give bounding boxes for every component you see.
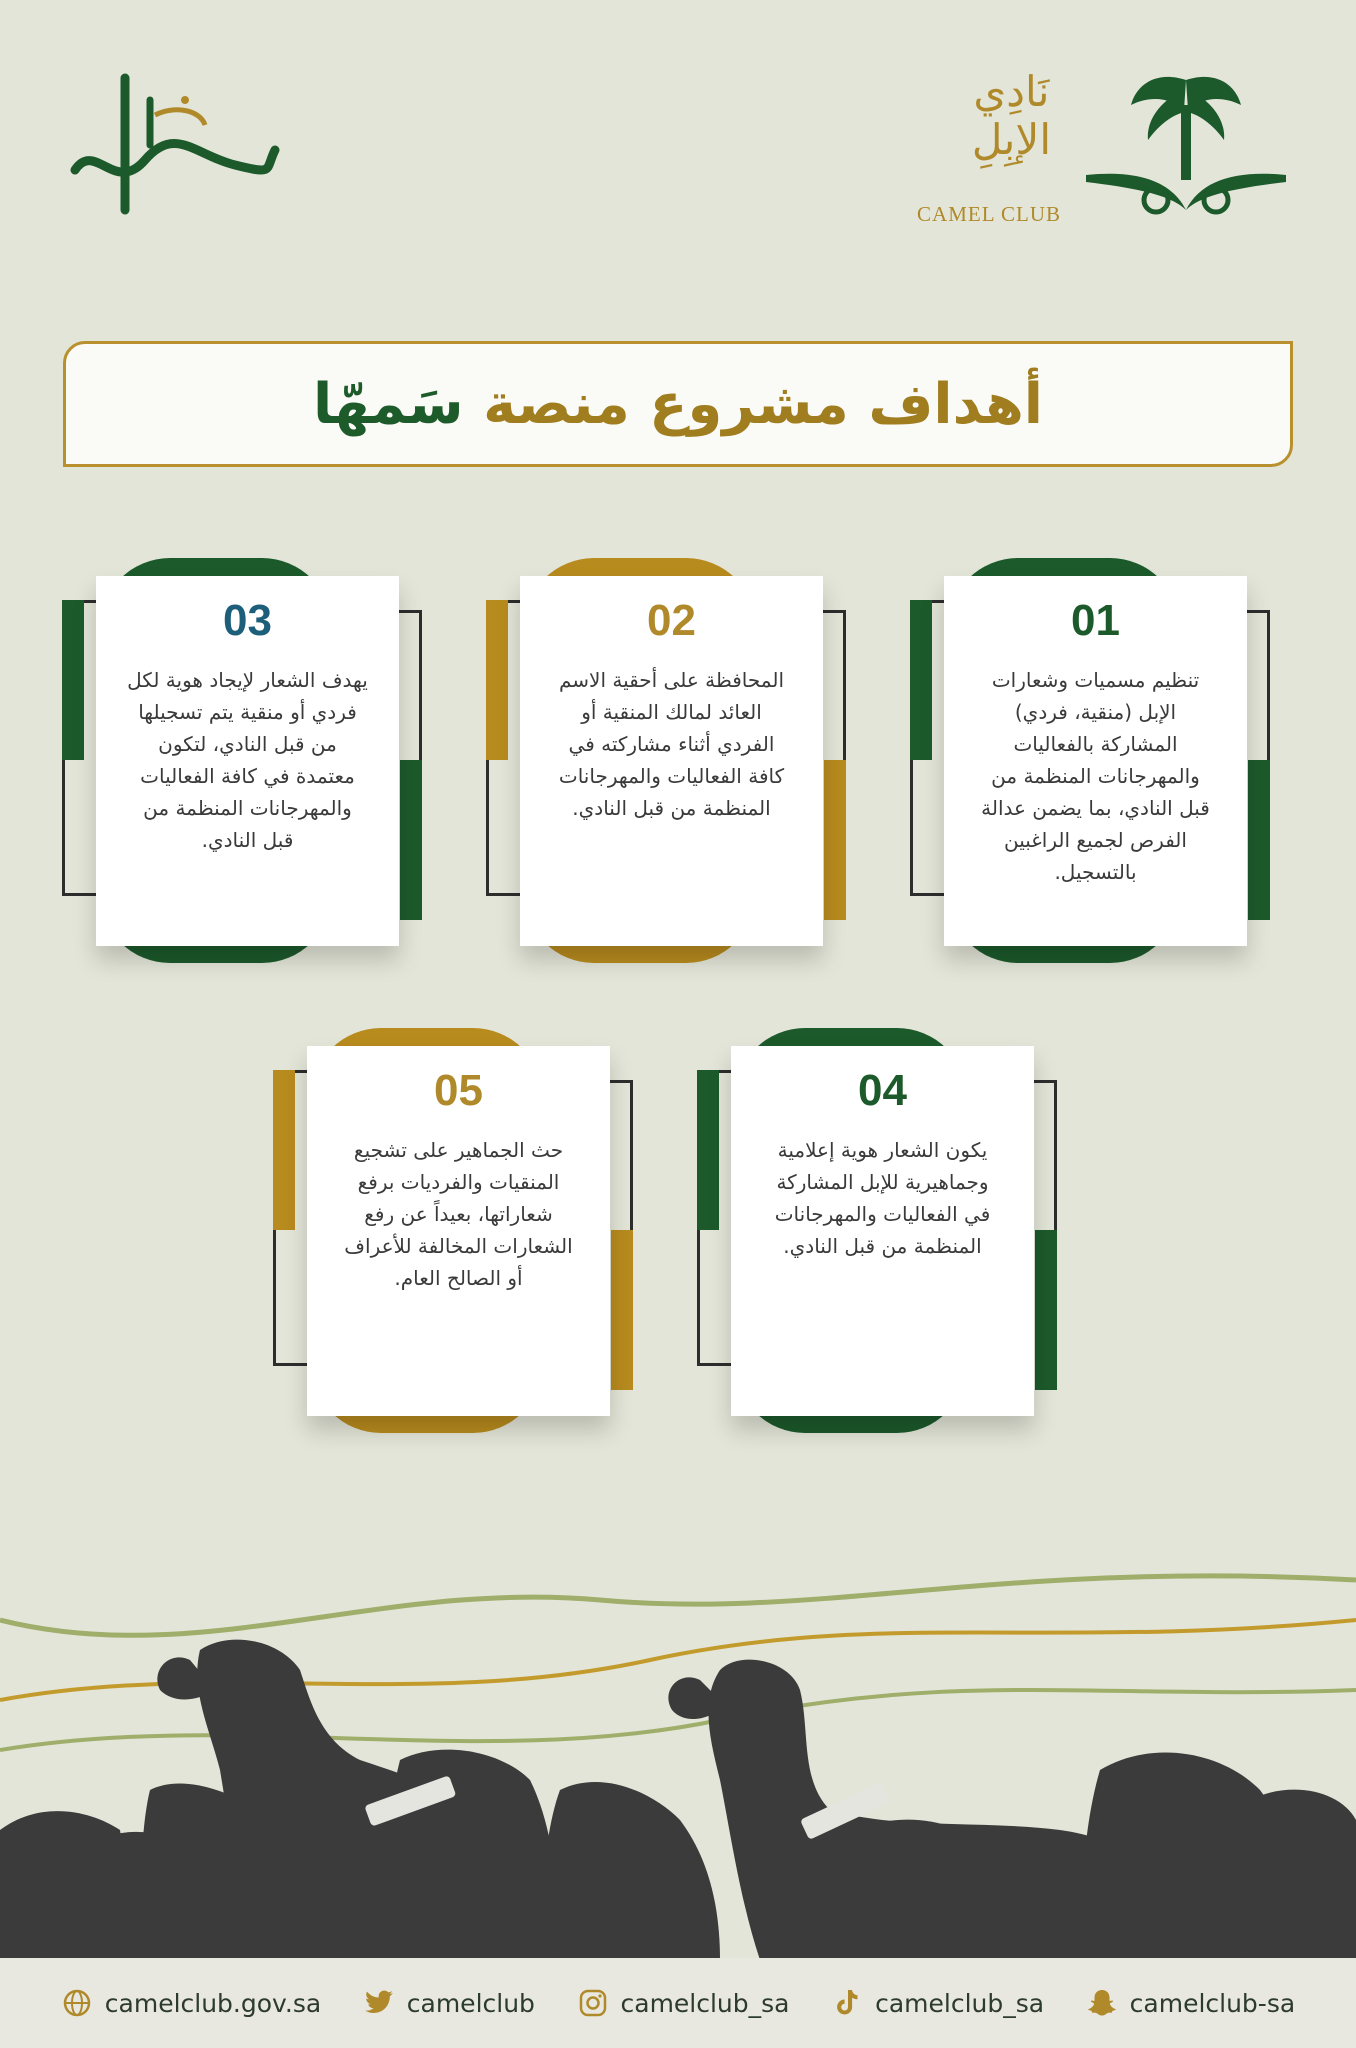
tiktok-icon [831,1987,863,2019]
camel-herd-image [0,1500,1356,1960]
globe-icon [61,1987,93,2019]
club-name-en: CAMEL CLUB [917,202,1061,226]
goal-number: 03 [223,596,272,645]
goal-text: حث الجماهير على تشجيع المنقيات والفرديات برفع شعاراتها، بعيداً عن رفع الشعارات المخالفة للأعراف أو الصالح العام. [344,1138,573,1290]
snapchat-icon [1086,1987,1118,2019]
goal-card-body [96,576,399,946]
footer-snapchat[interactable] [1086,1987,1296,2019]
twitter-text: camelclub [406,1988,535,2018]
tiktok-text: camelclub_sa [875,1988,1045,2018]
goal-text: يكون الشعار هوية إعلامية وجماهيرية للإبل المشاركة في الفعاليات والمهرجانات المنظمة من قبل النادي. [774,1138,991,1258]
page-title: أهداف مشروع منصة سَمهّا [313,371,1043,437]
footer-bar [0,1958,1356,2048]
footer-tiktok[interactable] [831,1987,1044,2019]
footer-twitter[interactable] [363,1987,535,2019]
title-box [63,341,1293,467]
goal-text: يهدف الشعار لإيجاد هوية لكل فردي أو منقية يتم تسجيلها من قبل النادي، لتكون معتمدة في كافة الفعاليات والمهرجانات المنظمة من قبل النادي. [127,668,368,852]
goal-number: 05 [434,1066,483,1115]
goal-card-05 [273,1028,633,1448]
goal-text: المحافظة على أحقية الاسم العائد لمالك المنقية أو الفردي أثناء مشاركته في كافة الفعاليات والمهرجانات المنظمة من قبل النادي. [558,668,785,820]
goal-card-02 [486,558,846,978]
snapchat-text: camelclub-sa [1129,1988,1296,2018]
goal-text: تنظيم مسميات وشعارات الإبل (منقية، فردي) المشاركة بالفعاليات والمهرجانات المنظمة من قبل النادي، بما يضمن عدالة الفرص لجميع الراغبين بالتسجيل. [981,668,1210,884]
goal-card-body [731,1046,1034,1416]
footer-website[interactable] [61,1987,321,2019]
instagram-icon [577,1987,609,2019]
goal-number: 04 [858,1066,907,1115]
goal-card-01 [910,558,1270,978]
camel-club-logo [876,60,1296,240]
samha-brand-logo [55,60,285,230]
club-name-ar: نَادِي الإبِلِ [971,67,1051,164]
goal-card-03 [62,558,422,978]
goal-number: 01 [1071,596,1120,645]
goal-card-04 [697,1028,1057,1448]
instagram-text: camelclub_sa [620,1988,790,2018]
twitter-icon [363,1987,395,2019]
goal-card-body [944,576,1247,946]
website-text: camelclub.gov.sa [104,1988,322,2018]
goal-card-body [520,576,823,946]
palm-swords-emblem [1076,60,1296,235]
footer-instagram[interactable] [577,1987,790,2019]
goal-number: 02 [647,596,696,645]
goal-card-body [307,1046,610,1416]
